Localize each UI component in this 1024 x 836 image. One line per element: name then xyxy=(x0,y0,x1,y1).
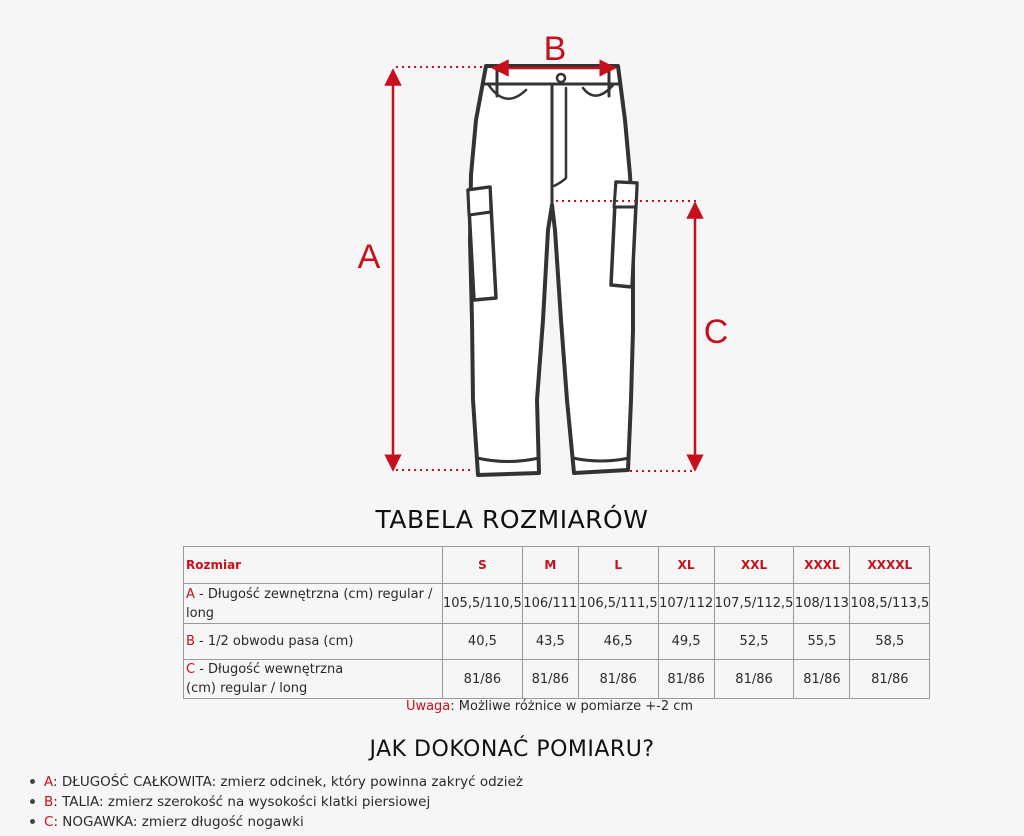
bullet-icon xyxy=(30,779,35,784)
table-cell: 106/111 xyxy=(522,584,578,624)
table-cell: 108/113 xyxy=(794,584,850,624)
how-to-measure-title: JAK DOKONAĆ POMIARU? xyxy=(369,737,655,762)
bullet-icon xyxy=(30,799,35,804)
row-label xyxy=(184,624,443,660)
header-cell: XXXXL xyxy=(850,547,930,584)
table-cell: 55,5 xyxy=(794,624,850,660)
row-letter: B xyxy=(186,634,195,649)
table-cell: 43,5 xyxy=(522,624,578,660)
header-cell: L xyxy=(578,547,658,584)
list-item xyxy=(30,772,523,792)
header-cell: S xyxy=(443,547,523,584)
bullet-icon xyxy=(30,819,35,824)
table-row xyxy=(184,660,930,699)
table-cell: 81/86 xyxy=(578,660,658,699)
label-c: C xyxy=(703,313,729,351)
size-table xyxy=(183,546,930,699)
table-cell: 49,5 xyxy=(658,624,714,660)
table-header-row xyxy=(184,547,930,584)
note-text: : Możliwe różnice w pomiarze +-2 cm xyxy=(450,699,694,714)
table-cell: 105,5/110,5 xyxy=(443,584,523,624)
measurement-note xyxy=(183,699,916,714)
label-b: B xyxy=(543,30,567,68)
table-row xyxy=(184,624,930,660)
list-item xyxy=(30,792,523,812)
table-cell: 107,5/112,5 xyxy=(714,584,794,624)
table-cell: 58,5 xyxy=(850,624,930,660)
cargo-pants-icon xyxy=(468,66,637,475)
table-cell: 81/86 xyxy=(522,660,578,699)
label-a: A xyxy=(357,238,381,276)
row-label-text: - Długość zewnętrzna (cm) regular / long xyxy=(186,586,433,621)
table-cell: 40,5 xyxy=(443,624,523,660)
row-label xyxy=(184,584,443,624)
table-cell: 81/86 xyxy=(658,660,714,699)
row-label-text: - Długość wewnętrzna (cm) regular / long xyxy=(186,662,344,696)
row-letter: A xyxy=(186,586,195,602)
row-letter: C xyxy=(186,662,196,677)
table-cell: 106,5/111,5 xyxy=(578,584,658,624)
table-cell: 52,5 xyxy=(714,624,794,660)
table-cell: 81/86 xyxy=(714,660,794,699)
instructions-list xyxy=(30,772,523,832)
note-label: Uwaga xyxy=(405,699,451,714)
header-cell: XXL xyxy=(714,547,794,584)
table-cell: 81/86 xyxy=(850,660,930,699)
list-item xyxy=(30,812,523,832)
instruction-text: : TALIA: zmierz szerokość na wysokości klatki piersiowej xyxy=(53,794,431,810)
table-cell: 108,5/113,5 xyxy=(850,584,930,624)
row-label xyxy=(184,660,443,699)
instruction-letter: C xyxy=(44,814,54,830)
table-cell: 46,5 xyxy=(578,624,658,660)
instruction-text: : NOGAWKA: zmierz długość nogawki xyxy=(53,814,304,830)
header-cell: M xyxy=(522,547,578,584)
table-row xyxy=(184,584,930,624)
instruction-letter: A xyxy=(44,774,53,790)
table-cell: 81/86 xyxy=(794,660,850,699)
header-cell: Rozmiar xyxy=(184,547,443,584)
size-table-title: TABELA ROZMIARÓW xyxy=(375,505,649,534)
row-label-text: - 1/2 obwodu pasa (cm) xyxy=(194,634,354,649)
header-cell: XXXL xyxy=(794,547,850,584)
instruction-letter: B xyxy=(44,794,54,810)
header-cell: XL xyxy=(658,547,714,584)
instruction-text: : DŁUGOŚĆ CAŁKOWITA: zmierz odcinek, który powinna zakryć odzież xyxy=(53,774,523,790)
table-cell: 81/86 xyxy=(443,660,523,699)
table-cell: 107/112 xyxy=(658,584,714,624)
